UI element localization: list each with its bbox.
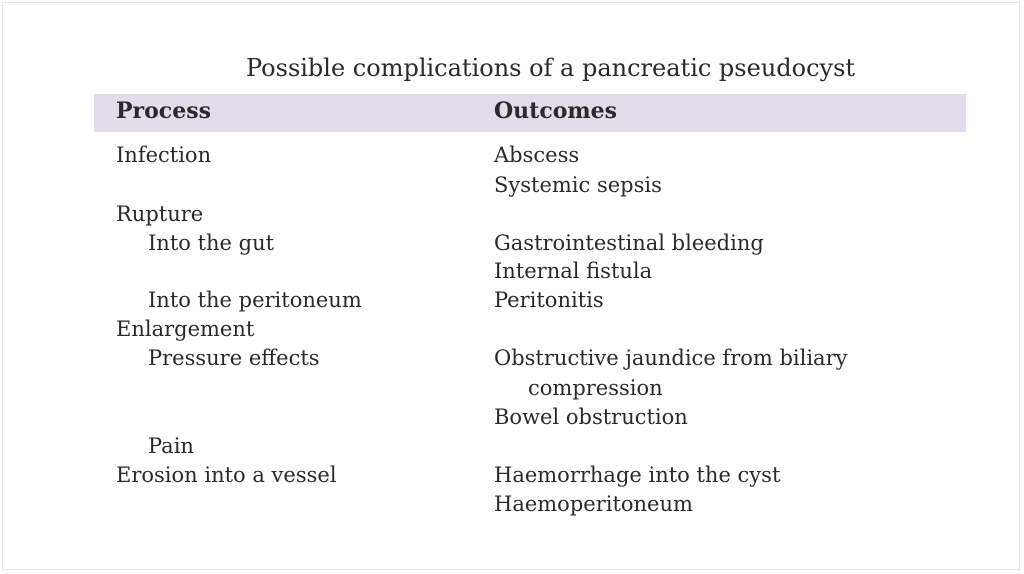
outcome-obstructive-jaundice: Obstructive jaundice from biliary — [494, 346, 848, 370]
process-infection: Infection — [116, 143, 212, 167]
outcome-bowel-obstruction: Bowel obstruction — [494, 405, 688, 429]
outcome-peritonitis: Peritonitis — [494, 288, 604, 312]
outcome-abscess: Abscess — [494, 143, 580, 167]
process-erosion-into-vessel: Erosion into a vessel — [116, 463, 337, 487]
process-pain: Pain — [148, 434, 194, 458]
outcome-haemoperitoneum: Haemoperitoneum — [494, 492, 693, 516]
outcome-systemic-sepsis: Systemic sepsis — [494, 173, 662, 197]
outcome-gi-bleeding: Gastrointestinal bleeding — [494, 231, 764, 255]
process-enlargement: Enlargement — [116, 317, 255, 341]
process-into-the-peritoneum: Into the peritoneum — [148, 288, 362, 312]
process-into-the-gut: Into the gut — [148, 231, 275, 255]
outcome-haemorrhage-into-cyst: Haemorrhage into the cyst — [494, 463, 781, 487]
header-outcomes: Outcomes — [494, 98, 618, 124]
outcome-internal-fistula: Internal fistula — [494, 259, 653, 283]
table-caption: Possible complications of a pancreatic pseudocyst — [246, 54, 856, 82]
process-pressure-effects: Pressure effects — [148, 346, 320, 370]
header-process: Process — [116, 98, 211, 124]
outcome-compression: compression — [528, 376, 663, 400]
process-rupture: Rupture — [116, 202, 204, 226]
